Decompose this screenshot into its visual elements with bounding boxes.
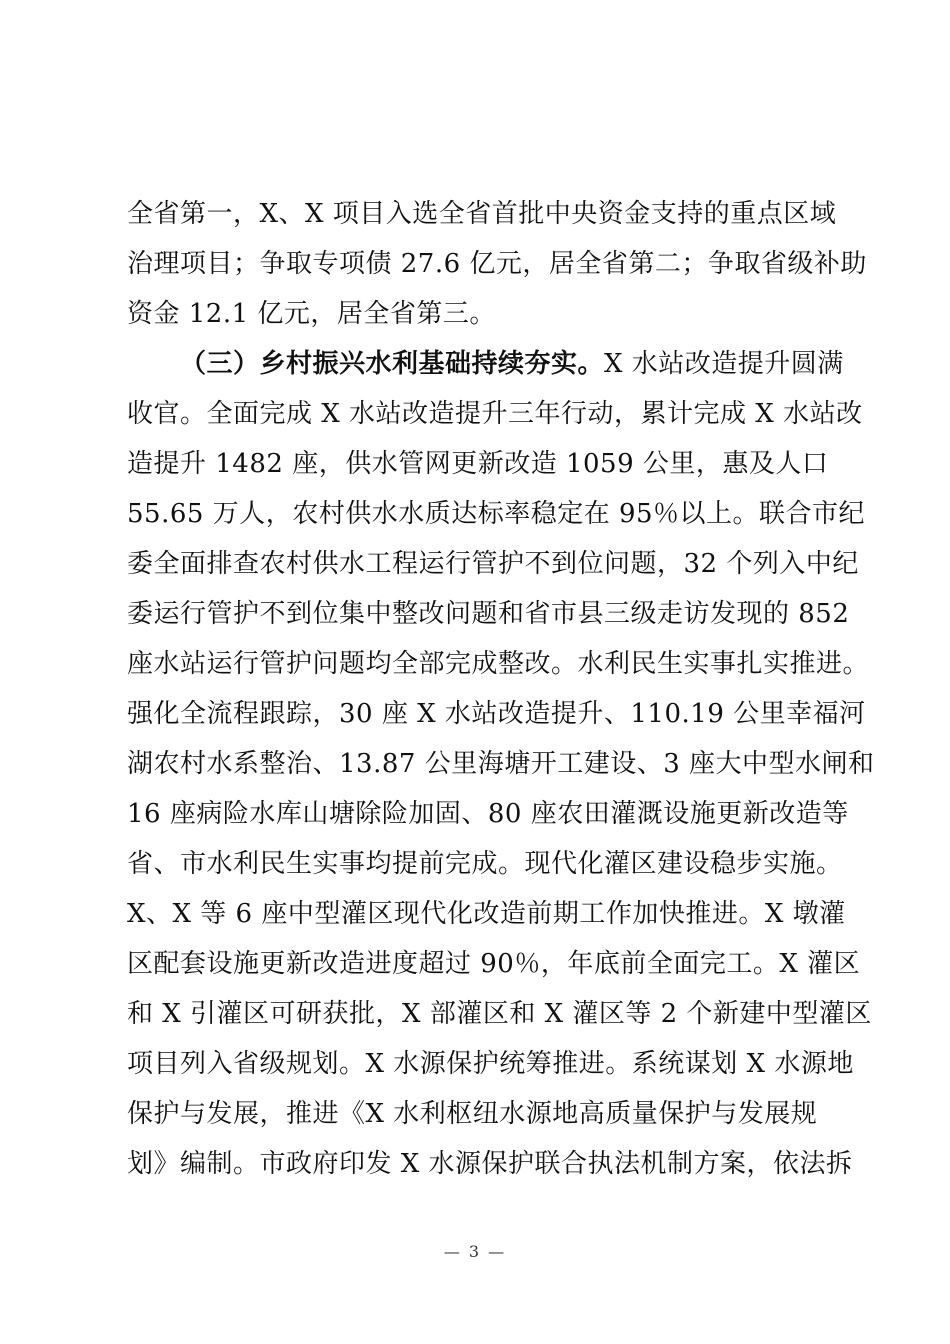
paragraph-line: 全省第一，X、X 项目入选全省首批中央资金支持的重点区域 (127, 199, 837, 229)
paragraph-line: 保护与发展，推进《X 水利枢纽水源地高质量保护与发展规 (127, 1099, 818, 1129)
section-heading: （三）乡村振兴水利基础持续夯实。 (180, 349, 605, 379)
paragraph-line: 委全面排查农村供水工程运行管护不到位问题，32 个列入中纪 (127, 549, 859, 579)
paragraph-text: X 水站改造提升圆满 (604, 349, 844, 379)
section-line (180, 347, 844, 381)
paragraph-line: X、X 等 6 座中型灌区现代化改造前期工作加快推进。X 墩灌 (127, 899, 846, 929)
paragraph-line: 湖农村水系整治、13.87 公里海塘开工建设、3 座大中型水闸和 (127, 749, 875, 779)
paragraph-line: 委运行管护不到位集中整改问题和省市县三级走访发现的 852 (127, 599, 850, 629)
paragraph-line: 强化全流程跟踪，30 座 X 水站改造提升、110.19 公里幸福河 (127, 699, 866, 729)
paragraph-line: 划》编制。市政府印发 X 水源保护联合执法机制方案，依法拆 (127, 1149, 853, 1179)
page-number: — 3 — (443, 1242, 507, 1261)
paragraph-line: 和 X 引灌区可研获批，X 部灌区和 X 灌区等 2 个新建中型灌区 (127, 999, 872, 1029)
paragraph-line: 省、市水利民生实事均提前完成。现代化灌区建设稳步实施。 (127, 849, 843, 879)
paragraph-line: 收官。全面完成 X 水站改造提升三年行动，累计完成 X 水站改 (127, 399, 863, 429)
paragraph-line: 造提升 1482 座，供水管网更新改造 1059 公里，惠及人口 (127, 449, 829, 479)
paragraph-line: 55.65 万人，农村供水水质达标率稳定在 95％以上。联合市纪 (127, 499, 866, 529)
paragraph-line: 资金 12.1 亿元，居全省第三。 (127, 299, 496, 329)
paragraph-line: 项目列入省级规划。X 水源保护统筹推进。系统谋划 X 水源地 (127, 1049, 854, 1079)
paragraph-line: 区配套设施更新改造进度超过 90％，年底前全面完工。X 灌区 (127, 949, 861, 979)
paragraph-line: 治理项目；争取专项债 27.6 亿元，居全省第二；争取省级补助 (127, 249, 867, 279)
paragraph-line: 16 座病险水库山塘除险加固、80 座农田灌溉设施更新改造等 (127, 799, 849, 829)
paragraph-line: 座水站运行管护问题均全部完成整改。水利民生实事扎实推进。 (127, 649, 870, 679)
